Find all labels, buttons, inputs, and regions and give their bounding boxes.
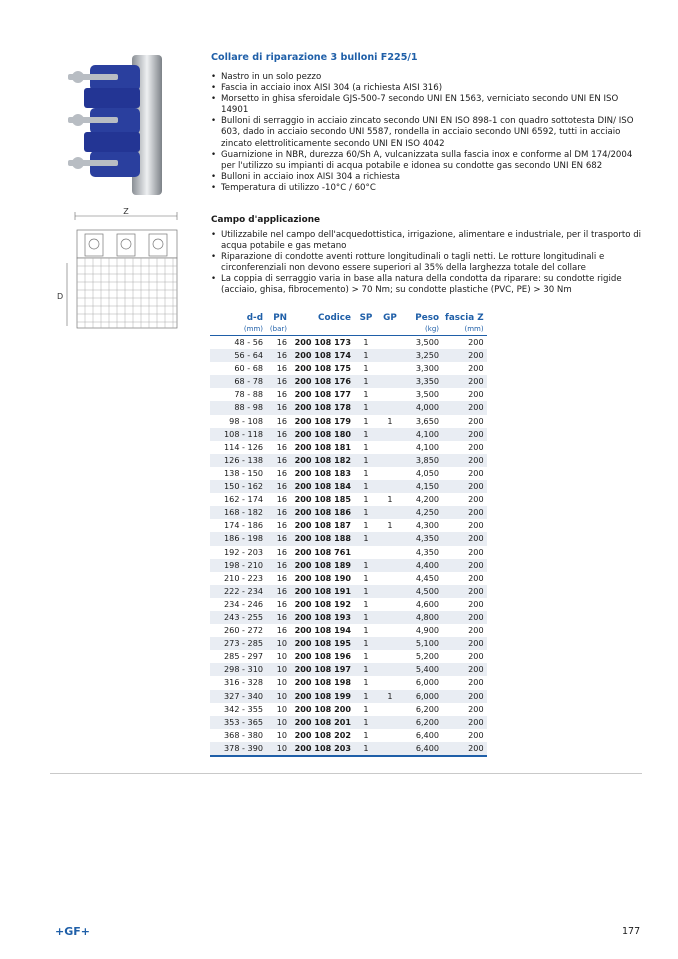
cell-fascia: 200 [468, 625, 484, 636]
cell-gp [378, 362, 402, 375]
cell-dd: 234 - 246 [224, 598, 263, 609]
cell-dd: 78 - 88 [234, 389, 263, 400]
cell-sp: 1 [354, 637, 378, 650]
cell-code: 200 108 191 [290, 585, 354, 598]
cell-peso: 4,000 [402, 401, 442, 414]
cell-sp: 1 [354, 611, 378, 624]
cell-pn: 16 [266, 611, 290, 624]
cell-gp [378, 742, 402, 756]
cell-sp: 1 [354, 480, 378, 493]
header-gp: GP [383, 313, 397, 323]
cell-pn: 16 [266, 454, 290, 467]
cell-fascia: 200 [442, 454, 487, 467]
cell-pn: 16 [276, 598, 287, 609]
cell-code: 200 108 192 [294, 598, 351, 609]
cell-peso: 4,900 [415, 625, 439, 636]
feature-item: • Fascia in acciaio inox AISI 304 (a richiesta AISI 316) [211, 83, 643, 94]
table-row [210, 401, 487, 414]
cell-code: 200 108 181 [294, 441, 351, 452]
cell-gp [378, 480, 402, 493]
header-fascia: fascia Z [445, 313, 484, 323]
cell-peso: 4,500 [402, 585, 442, 598]
cell-gp [378, 336, 402, 350]
cell-gp [378, 532, 402, 545]
cell-gp [378, 572, 402, 585]
cell-fascia: 200 [468, 415, 484, 426]
cell-pn: 16 [276, 467, 287, 478]
cell-pn: 16 [266, 349, 290, 362]
cell-pn: 16 [266, 559, 290, 572]
cell-fascia: 200 [442, 375, 487, 388]
cell-dd: 198 - 210 [210, 559, 266, 572]
feature-item: • Morsetto in ghisa sferoidale GJS-500-7 secondo UNI EN 1563, verniciato secondo UNI EN ISO 14901 [211, 94, 643, 116]
unit-sp [354, 324, 378, 336]
cell-gp [378, 703, 402, 716]
table-row [210, 572, 487, 585]
feature-item: • Temperatura di utilizzo -10°C / 60°C [211, 183, 643, 194]
footer-divider [50, 773, 642, 774]
cell-pn: 10 [266, 690, 290, 703]
table-row [210, 480, 487, 493]
cell-sp: 1 [354, 690, 378, 703]
cell-sp: 1 [363, 572, 369, 583]
cell-pn: 16 [266, 480, 290, 493]
cell-peso: 4,800 [402, 611, 442, 624]
cell-code: 200 108 202 [294, 729, 351, 740]
cell-gp [378, 467, 402, 480]
cell-peso: 4,250 [402, 506, 442, 519]
table-header-row [210, 312, 487, 324]
cell-gp [378, 559, 402, 572]
cell-dd: 243 - 255 [210, 611, 266, 624]
table-row [210, 441, 487, 454]
table-row [210, 428, 487, 441]
cell-sp [354, 546, 378, 559]
cell-fascia: 200 [468, 598, 484, 609]
header-peso: Peso [415, 313, 439, 323]
cell-sp: 1 [354, 454, 378, 467]
header-sp: SP [359, 313, 373, 323]
cell-gp [378, 441, 402, 454]
cell-code: 200 108 184 [290, 480, 354, 493]
cell-dd: 285 - 297 [224, 651, 263, 662]
cell-gp [378, 388, 402, 401]
cell-dd: 150 - 162 [210, 480, 266, 493]
feature-item: • Bulloni di serraggio in acciaio zincato secondo UNI EN ISO 898-1 con quadro sottotesta DIN/ ISO 603, dado in acciaio secondo UNI 5587, rondella in acciaio secondo UNI 6592, tutti in acciaio zincato elettroliticamente secondo UNI EN ISO 4042 [211, 116, 643, 149]
cell-fascia: 200 [442, 401, 487, 414]
cell-sp: 1 [354, 663, 378, 676]
cell-fascia: 200 [442, 506, 487, 519]
table-row [210, 598, 487, 611]
cell-pn: 16 [276, 494, 287, 505]
cell-sp: 1 [363, 441, 369, 452]
cell-peso: 6,000 [415, 677, 439, 688]
cell-peso: 4,100 [415, 441, 439, 452]
cell-code: 200 108 186 [290, 506, 354, 519]
cell-gp: 1 [387, 494, 393, 505]
cell-peso: 4,400 [402, 559, 442, 572]
cell-fascia: 200 [442, 585, 487, 598]
table-row [210, 742, 487, 756]
cell-dd: 342 - 355 [224, 703, 263, 714]
cell-code: 200 108 174 [290, 349, 354, 362]
cell-dd: 108 - 118 [210, 428, 266, 441]
unit-gp [378, 324, 402, 336]
cell-peso: 6,400 [415, 729, 439, 740]
cell-peso: 6,400 [402, 742, 442, 756]
cell-code: 200 108 201 [290, 716, 354, 729]
table-row [210, 611, 487, 624]
application-list [211, 230, 643, 297]
unit-fascia: (mm) [442, 324, 487, 336]
cell-sp: 1 [354, 401, 378, 414]
cell-sp: 1 [363, 677, 369, 688]
cell-code: 200 108 176 [290, 375, 354, 388]
unit-peso: (kg) [402, 324, 442, 336]
cell-dd: 126 - 138 [210, 454, 266, 467]
cell-sp: 1 [363, 520, 369, 531]
table-row [210, 336, 487, 350]
cell-fascia: 200 [442, 532, 487, 545]
application-item: • Riparazione di condotte aventi rotture longitudinali o tagli netti. Le rotture longitudinali e circonferenziali non devono essere superiori al 35% della larghezza totale del collare [211, 252, 643, 274]
cell-fascia: 200 [442, 663, 487, 676]
cell-pn: 10 [266, 716, 290, 729]
cell-dd: 327 - 340 [210, 690, 266, 703]
label-d: D [57, 292, 64, 301]
cell-gp [378, 454, 402, 467]
table-row [210, 650, 487, 663]
cell-sp: 1 [354, 716, 378, 729]
cell-fascia: 200 [468, 729, 484, 740]
table-row [210, 362, 487, 375]
cell-gp [378, 506, 402, 519]
table-row [210, 467, 487, 480]
cell-code: 200 108 173 [294, 337, 351, 347]
cell-sp: 1 [354, 585, 378, 598]
label-z: Z [123, 208, 129, 216]
cell-dd: 298 - 310 [210, 663, 266, 676]
cell-fascia: 200 [442, 742, 487, 756]
unit-pn: (bar) [266, 324, 290, 336]
table-row [210, 375, 487, 388]
cell-pn: 16 [266, 401, 290, 414]
cell-dd: 210 - 223 [224, 572, 263, 583]
cell-peso: 4,050 [415, 467, 439, 478]
cell-fascia: 200 [442, 428, 487, 441]
cell-code: 200 108 180 [290, 428, 354, 441]
cell-code: 200 108 175 [294, 363, 351, 374]
cell-pn: 16 [276, 546, 287, 557]
cell-dd: 174 - 186 [224, 520, 263, 531]
table-row [210, 676, 487, 689]
gf-logo: +GF+ [55, 925, 90, 938]
cell-dd: 98 - 108 [229, 415, 263, 426]
table-row [210, 716, 487, 729]
cell-gp [378, 349, 402, 362]
table-row [210, 519, 487, 532]
cell-peso: 5,400 [402, 663, 442, 676]
table-row [210, 624, 487, 637]
cell-code: 200 108 183 [294, 467, 351, 478]
cell-code: 200 108 195 [290, 637, 354, 650]
cell-fascia: 200 [468, 494, 484, 505]
cell-peso: 4,300 [415, 520, 439, 531]
cell-fascia: 200 [468, 520, 484, 531]
cell-sp: 1 [363, 494, 369, 505]
cell-peso: 5,100 [402, 637, 442, 650]
cell-peso: 4,450 [415, 572, 439, 583]
cell-gp [378, 676, 402, 689]
cell-fascia: 200 [468, 441, 484, 452]
cell-pn: 16 [276, 337, 287, 347]
cell-code: 200 108 187 [294, 520, 351, 531]
cell-peso: 6,200 [402, 716, 442, 729]
cell-pn: 16 [276, 415, 287, 426]
header-code: Codice [318, 313, 351, 323]
cell-gp [378, 650, 402, 663]
cell-sp: 1 [354, 532, 378, 545]
cell-gp [378, 611, 402, 624]
table-row [210, 637, 487, 650]
table-row [210, 559, 487, 572]
cell-sp: 1 [354, 349, 378, 362]
cell-dd: 186 - 198 [210, 532, 266, 545]
cell-code: 200 108 177 [294, 389, 351, 400]
cell-peso: 6,000 [402, 690, 442, 703]
cell-gp [378, 585, 402, 598]
cell-peso: 3,500 [415, 337, 439, 347]
feature-item: • Bulloni in acciaio inox AISI 304 a richiesta [211, 172, 643, 183]
cell-gp [378, 401, 402, 414]
cell-dd: 60 - 68 [234, 363, 263, 374]
application-item: • La coppia di serraggio varia in base alla natura della condotta da riparare: su condotte rigide (acciaio, ghisa, fibrocemento) > 70 Nm; su condotte plastiche (PVC, PE) > 30 Nm [211, 274, 643, 296]
cell-pn: 10 [266, 637, 290, 650]
cell-pn: 16 [266, 585, 290, 598]
table-row [210, 729, 487, 742]
cell-sp: 1 [363, 389, 369, 400]
table-row [210, 690, 487, 703]
table-row [210, 388, 487, 401]
cell-dd: 56 - 64 [210, 349, 266, 362]
cell-sp: 1 [363, 363, 369, 374]
cell-sp: 1 [363, 625, 369, 636]
cell-pn: 16 [276, 363, 287, 374]
cell-code: 200 108 203 [290, 742, 354, 756]
cell-dd: 273 - 285 [210, 637, 266, 650]
unit-dd: (mm) [210, 324, 266, 336]
cell-peso: 3,500 [415, 389, 439, 400]
cell-sp: 1 [354, 375, 378, 388]
cell-dd: 168 - 182 [210, 506, 266, 519]
cell-peso: 4,350 [415, 546, 439, 557]
cell-dd: 222 - 234 [210, 585, 266, 598]
cell-dd: 162 - 174 [224, 494, 263, 505]
cell-sp: 1 [363, 337, 369, 347]
cell-sp: 1 [354, 742, 378, 756]
cell-peso: 4,100 [402, 428, 442, 441]
cell-dd: 192 - 203 [224, 546, 263, 557]
cell-pn: 10 [276, 703, 287, 714]
cell-code: 200 108 182 [290, 454, 354, 467]
cell-dd: 378 - 390 [210, 742, 266, 756]
cell-dd: 138 - 150 [224, 467, 263, 478]
cell-code: 200 108 190 [294, 572, 351, 583]
cell-gp [378, 598, 402, 611]
table-row [210, 415, 487, 428]
cell-fascia: 200 [468, 651, 484, 662]
cell-fascia: 200 [468, 467, 484, 478]
cell-fascia: 200 [442, 637, 487, 650]
cell-code: 200 108 185 [294, 494, 351, 505]
table-row [210, 546, 487, 559]
cell-sp: 1 [363, 598, 369, 609]
cell-peso: 3,250 [402, 349, 442, 362]
cell-code: 200 108 199 [290, 690, 354, 703]
product-code-table [210, 312, 487, 757]
table-row [210, 349, 487, 362]
cell-code: 200 108 189 [290, 559, 354, 572]
cell-peso: 3,350 [402, 375, 442, 388]
technical-drawing [55, 208, 195, 333]
cell-dd: 368 - 380 [224, 729, 263, 740]
cell-pn: 16 [266, 506, 290, 519]
cell-sp: 1 [363, 467, 369, 478]
header-pn: PN [273, 313, 287, 323]
cell-pn: 16 [276, 572, 287, 583]
cell-code: 200 108 200 [294, 703, 351, 714]
application-item: • Utilizzabile nel campo dell'acquedottistica, irrigazione, alimentare e industriale, per il trasporto di acqua potabile e gas metano [211, 230, 643, 252]
cell-gp [378, 624, 402, 637]
cell-gp [378, 663, 402, 676]
cell-fascia: 200 [442, 559, 487, 572]
cell-sp: 1 [354, 428, 378, 441]
cell-dd: 68 - 78 [210, 375, 266, 388]
cell-peso: 3,650 [415, 415, 439, 426]
cell-pn: 16 [276, 520, 287, 531]
cell-gp [378, 637, 402, 650]
cell-pn: 16 [276, 441, 287, 452]
unit-code [290, 324, 354, 336]
cell-fascia: 200 [442, 716, 487, 729]
cell-pn: 10 [276, 729, 287, 740]
cell-code: 200 108 761 [294, 546, 351, 557]
cell-peso: 3,300 [415, 363, 439, 374]
cell-fascia: 200 [442, 611, 487, 624]
cell-sp: 1 [363, 703, 369, 714]
cell-code: 200 108 193 [290, 611, 354, 624]
page-number: 177 [622, 926, 641, 937]
cell-pn: 10 [276, 677, 287, 688]
cell-peso: 5,200 [415, 651, 439, 662]
cell-code: 200 108 178 [290, 401, 354, 414]
table-row [210, 703, 487, 716]
table-row [210, 663, 487, 676]
product-title: Collare di riparazione 3 bulloni F225/1 [211, 52, 418, 63]
cell-peso: 4,150 [402, 480, 442, 493]
cell-pn: 10 [266, 742, 290, 756]
cell-sp: 1 [363, 651, 369, 662]
table-row [210, 585, 487, 598]
cell-peso: 3,850 [402, 454, 442, 467]
cell-sp: 1 [363, 729, 369, 740]
table-units-row [210, 324, 487, 336]
table-row [210, 454, 487, 467]
cell-gp: 1 [387, 520, 393, 531]
cell-dd: 316 - 328 [224, 677, 263, 688]
cell-gp [378, 375, 402, 388]
cell-gp [378, 428, 402, 441]
cell-pn: 16 [266, 375, 290, 388]
cell-dd: 48 - 56 [234, 337, 263, 347]
feature-item: • Guarnizione in NBR, durezza 60/Sh A, vulcanizzata sulla fascia inox e conforme al DM 174/2004 per l'utilizzo su impianti di acqua potabile e idonea su condotte gas secondo UNI EN 682 [211, 150, 643, 172]
feature-item: • Nastro in un solo pezzo [211, 72, 643, 83]
cell-fascia: 200 [468, 546, 484, 557]
cell-gp [378, 729, 402, 742]
cell-pn: 10 [266, 663, 290, 676]
cell-gp [378, 716, 402, 729]
cell-fascia: 200 [442, 690, 487, 703]
cell-pn: 16 [266, 428, 290, 441]
cell-fascia: 200 [468, 363, 484, 374]
cell-sp: 1 [363, 415, 369, 426]
cell-fascia: 200 [468, 337, 484, 347]
cell-dd: 114 - 126 [224, 441, 263, 452]
cell-code: 200 108 194 [294, 625, 351, 636]
cell-pn: 10 [276, 651, 287, 662]
cell-sp: 1 [354, 559, 378, 572]
cell-code: 200 108 197 [290, 663, 354, 676]
cell-code: 200 108 196 [294, 651, 351, 662]
cell-fascia: 200 [468, 572, 484, 583]
cell-fascia: 200 [442, 480, 487, 493]
cell-gp [378, 546, 402, 559]
application-heading: Campo d'applicazione [211, 215, 321, 225]
feature-list [211, 72, 643, 194]
table-row [210, 493, 487, 506]
cell-fascia: 200 [468, 677, 484, 688]
cell-code: 200 108 198 [294, 677, 351, 688]
cell-pn: 16 [276, 625, 287, 636]
cell-dd: 88 - 98 [210, 401, 266, 414]
cell-code: 200 108 188 [290, 532, 354, 545]
cell-fascia: 200 [442, 349, 487, 362]
cell-dd: 353 - 365 [210, 716, 266, 729]
cell-gp: 1 [387, 415, 393, 426]
cell-pn: 16 [266, 532, 290, 545]
table-row [210, 506, 487, 519]
cell-peso: 6,200 [415, 703, 439, 714]
product-image [60, 50, 190, 200]
cell-sp: 1 [354, 506, 378, 519]
cell-peso: 4,600 [415, 598, 439, 609]
table-body [210, 336, 487, 757]
header-dd: d-d [246, 313, 263, 323]
cell-fascia: 200 [468, 703, 484, 714]
cell-code: 200 108 179 [294, 415, 351, 426]
cell-dd: 260 - 272 [224, 625, 263, 636]
cell-gp: 1 [378, 690, 402, 703]
cell-peso: 4,200 [415, 494, 439, 505]
table-row [210, 532, 487, 545]
cell-peso: 4,350 [402, 532, 442, 545]
cell-pn: 16 [276, 389, 287, 400]
cell-fascia: 200 [468, 389, 484, 400]
